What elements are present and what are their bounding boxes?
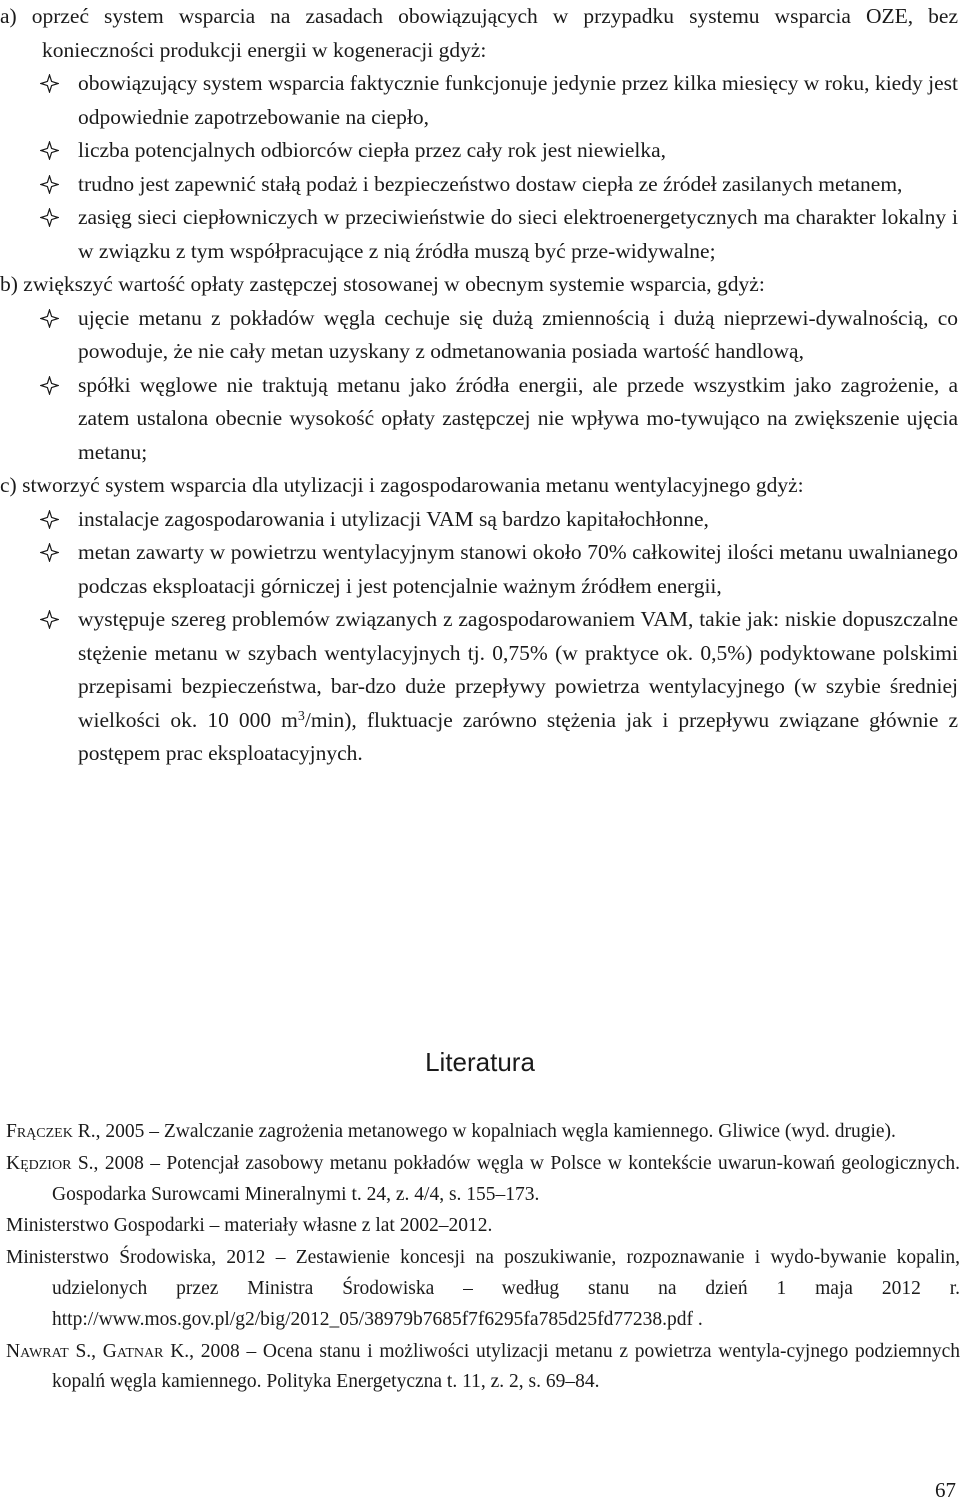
section-heading	[0, 0, 960, 67]
superscript: 3	[297, 708, 305, 724]
bullet-text: ujęcie metanu z pokładów węgla cechuje się dużą zmiennością i dużą nieprzewi-dywalnością, co powoduje, że nie cały metan uzyskany z odmetanowania posiada wartość handlową,	[78, 305, 958, 363]
list-item	[0, 302, 960, 369]
section-text: oprzeć system wsparcia na zasadach obowiązujących w przypadku systemu wsparcia OZE, bez konieczności produkcji energii w kogeneracji gdyż:	[31, 4, 958, 62]
reference-text: , 2008 – Potencjał zasobowy metanu pokładów węgla w Polsce w kontekście uwarun-kowań geologicznych. Gospodarka Surowcami Mineralnymi t. 24, z. 4/4, s. 155–173.	[52, 1152, 960, 1205]
section-marker: c)	[0, 473, 17, 497]
section-marker: a)	[0, 4, 17, 28]
section-b	[0, 268, 960, 469]
reference-text: Ministerstwo Środowiska, 2012 – Zestawienie koncesji na poszukiwanie, rozpoznawanie i wydo-bywanie kopalin, udzielonych przez Ministra Środowiska – według stanu na dzień 1 maja 2012 r. http://www.mos.gov.pl/g2/big/2012_05/38979b7685f7f6295fa785d25fd77238.pdf .	[6, 1247, 960, 1330]
bullet-list	[0, 503, 960, 771]
bullet-text: zasięg sieci ciepłowniczych w przeciwieństwie do sieci elektroenergetycznych ma charakter lokalny i w związku z tym współpracujące z nią źródła muszą być prze-widywalne;	[78, 205, 958, 263]
bullet-list	[0, 302, 960, 470]
bullet-list	[0, 67, 960, 268]
reference-author: Kędzior S.	[6, 1152, 94, 1174]
star-bullet-icon	[40, 510, 59, 529]
bullet-text: spółki węglowe nie traktują metanu jako źródła energii, ale przede wszystkim jako zagrożenie, a zatem ustalona obecnie wysokość opłaty zastępczej nie wpływa mo-tywująco na zwiększenie ujęcia metanu;	[78, 372, 958, 464]
list-item	[0, 603, 960, 771]
bullet-text: liczba potencjalnych odbiorców ciepła przez cały rok jest niewielka,	[78, 138, 667, 162]
reference-author: Nawrat S., Gatnar K.	[6, 1340, 190, 1362]
page-number: 67	[935, 1478, 956, 1502]
star-bullet-icon	[40, 610, 59, 629]
reference-text: Ministerstwo Gospodarki – materiały własne z lat 2002–2012.	[6, 1215, 493, 1237]
literature-heading: Literatura	[425, 1047, 535, 1077]
star-bullet-icon	[40, 543, 59, 562]
section-heading	[0, 469, 960, 503]
list-item	[0, 536, 960, 603]
list-item	[0, 168, 960, 202]
reference-item	[0, 1211, 960, 1242]
bullet-text: metan zawarty w powietrzu wentylacyjnym stanowi około 70% całkowitej ilości metanu uwalnianego podczas eksploatacji górniczej i jest potencjalnie ważnym źródłem energii,	[78, 540, 958, 598]
reference-item	[0, 1243, 960, 1335]
star-bullet-icon	[40, 141, 59, 160]
section-text: zwiększyć wartość opłaty zastępczej stosowanej w obecnym systemie wsparcia, gdyż:	[23, 272, 765, 296]
reference-text: , 2008 – Ocena stanu i możliwości utylizacji metanu z powietrza wentyla-cyjnego podziemnych kopalń węgla kamiennego. Polityka Energetyczna t. 11, z. 2, s. 69–84.	[52, 1340, 960, 1393]
section-marker: b)	[0, 272, 18, 296]
list-item	[0, 201, 960, 268]
list-item	[0, 503, 960, 537]
star-bullet-icon	[40, 208, 59, 227]
reference-list	[0, 1117, 960, 1399]
list-item	[0, 369, 960, 470]
section-a	[0, 0, 960, 268]
reference-text: , 2005 – Zwalczanie zagrożenia metanowego w kopalniach węgla kamiennego. Gliwice (wyd. drugie).	[95, 1121, 896, 1142]
bullet-text: obowiązujący system wsparcia faktycznie funkcjonuje jedynie przez kilka miesięcy w roku, kiedy jest odpowiednie zapotrzebowanie na ciepło,	[78, 71, 958, 129]
bullet-text: trudno jest zapewnić stałą podaż i bezpieczeństwo dostaw ciepła ze źródeł zasilanych metanem,	[78, 171, 903, 196]
reference-item	[0, 1337, 960, 1399]
star-bullet-icon	[40, 309, 59, 328]
bullet-text-continued: /min), fluktuacje zarówno stężenia jak i przepływu związane głównie z postępem prac eksploatacyjnych.	[78, 707, 958, 765]
reference-author: Frączek R.	[6, 1121, 96, 1142]
section-text: stworzyć system wsparcia dla utylizacji i zagospodarowania metanu wentylacyjnego gdyż:	[22, 473, 804, 497]
star-bullet-icon	[40, 74, 59, 93]
bullet-text: występuje szereg problemów związanych z zagospodarowaniem VAM, takie jak: niskie dopuszczalne stężenie metanu w szybach wentylacyjnych tj. 0,75% (w praktyce ok. 0,5%) podyktowane polskimi przepisami bezpieczeństwa, bar-dzo duże przepływy powietrza wentylacyjnego (w szybie średniej wielkości ok. 10 000 m	[78, 607, 958, 732]
star-bullet-icon	[40, 175, 59, 194]
star-bullet-icon	[40, 376, 59, 395]
reference-item	[0, 1149, 960, 1211]
reference-item	[0, 1117, 960, 1148]
list-item	[0, 134, 960, 168]
list-item	[0, 67, 960, 134]
bullet-text: instalacje zagospodarowania i utylizacji VAM są bardzo kapitałochłonne,	[78, 506, 709, 531]
section-heading	[0, 268, 960, 302]
section-c	[0, 469, 960, 771]
